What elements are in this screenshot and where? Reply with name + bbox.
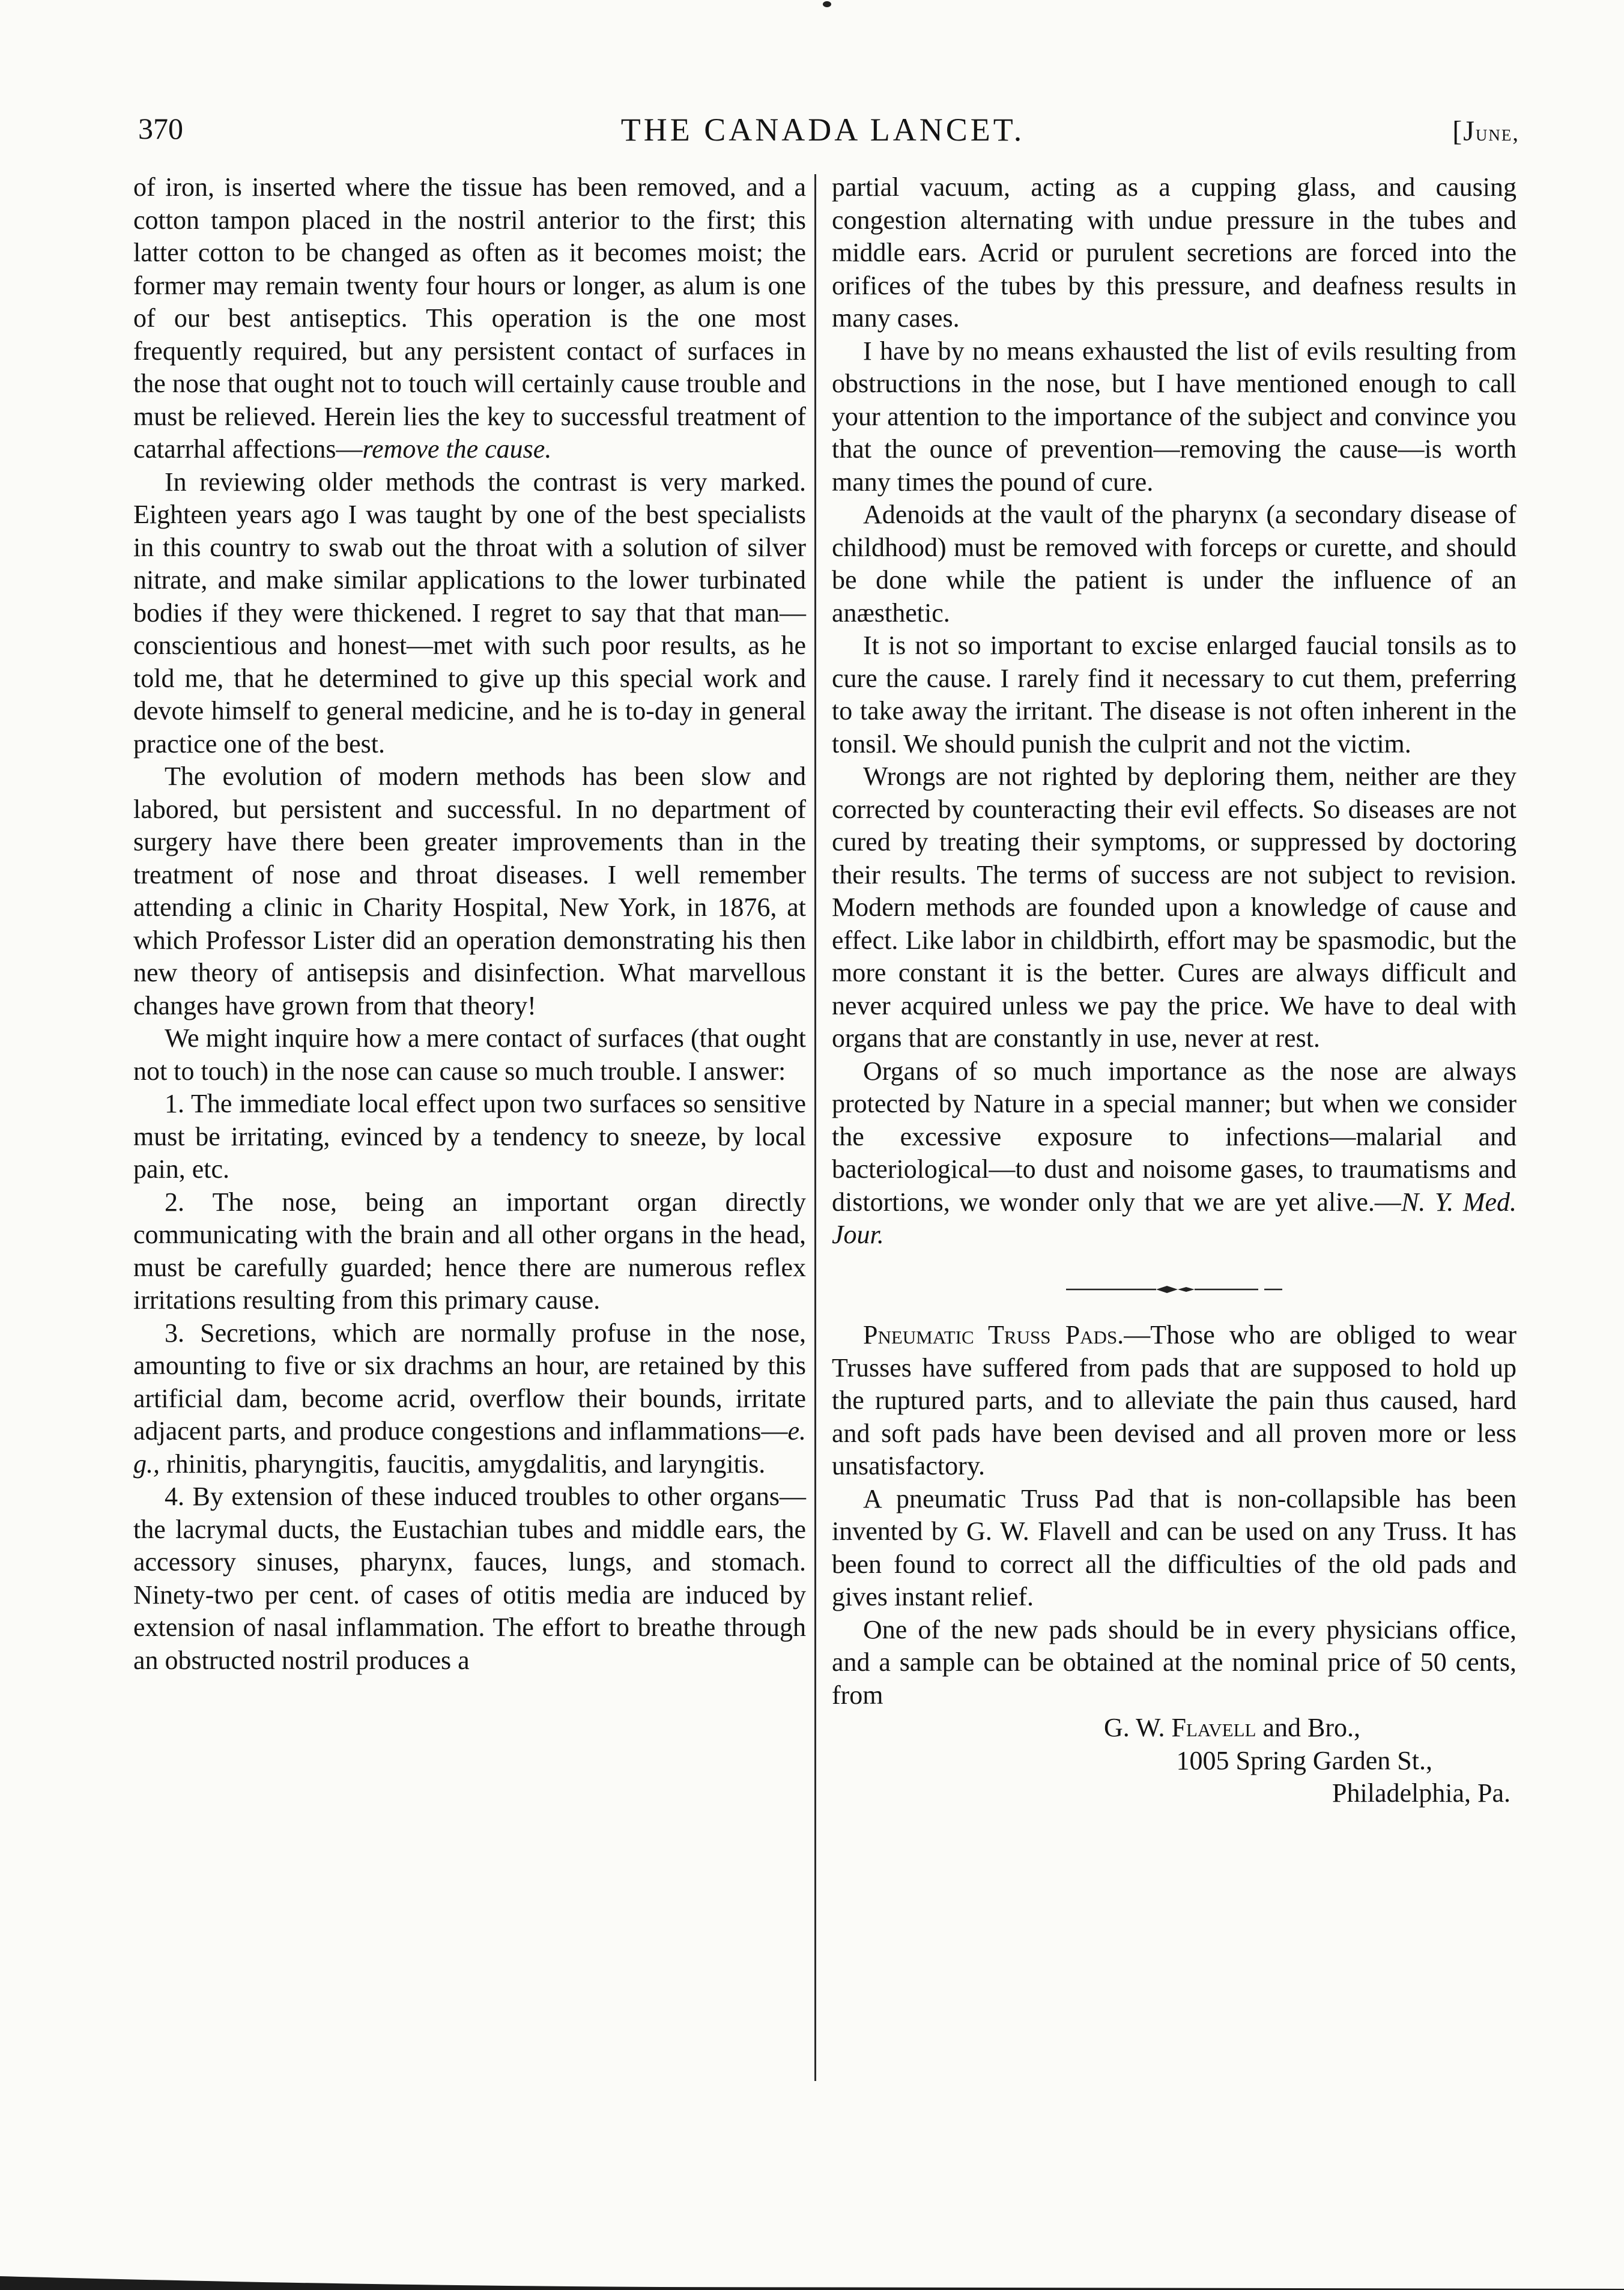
- sig-name-sc: Flavell: [1171, 1713, 1256, 1742]
- left-paragraph-3: The evolution of modern methods has been slow and labored, but persistent and successful. In no department of surgery have there been greater improvements than in the treatment of nose and throat diseases. I well remember attending a clinic in Charity Hospital, New York, in 1876, at which Professor Lister did an operation demonstrating his then new theory of antisepsis and disinfection. What marvellous changes have grown from that theory!: [133, 762, 806, 1020]
- left-paragraph-4: We might inquire how a mere contact of surfaces (that ought not to touch) in the nose can cause so much trouble. I answer:: [133, 1023, 806, 1086]
- journal-title: THE CANADA LANCET.: [620, 112, 1025, 148]
- signature-street: 1005 Spring Garden St.,: [1176, 1745, 1432, 1775]
- left-p1-text: of iron, is inserted where the tissue has been removed, and a cotton tampon placed in the nostril anterior to the first; this latter cotton to be changed as often as it becomes moist; the former may remain twenty four hours or longer, as alum is one of our best antiseptics. This operation is the one most frequently required, but any persistent contact of surfaces in the nose that ought not to touch will certainly cause trouble and must be relieved. Herein lies the key to successful treatment of catarrhal affections—: [133, 172, 806, 464]
- sig-name-b: and Bro.,: [1256, 1713, 1360, 1742]
- month-rest: une,: [1475, 121, 1519, 146]
- truss-paragraph-3: One of the new pads should be in every physicians office, and a sample can be obtained at the nominal price of 50 cents, from: [832, 1614, 1516, 1710]
- list-item-2: 2. The nose, being an important organ directly communicating with the brain and all other organs in the head, must be carefully guarded; hence there are numerous reflex irritations resulting from this primary cause.: [133, 1187, 806, 1315]
- ornament-rule-icon: [1066, 1285, 1282, 1294]
- signature-name: [832, 1712, 1516, 1745]
- right-column: [832, 171, 1516, 1810]
- section-divider: [832, 1270, 1516, 1303]
- running-header: [132, 111, 1519, 159]
- page-bottom-edge: [0, 2263, 1624, 2290]
- right-paragraph-6: [832, 1055, 1516, 1252]
- right-paragraph-4: It is not so important to excise enlarged faucial tonsils as to cure the cause. I rarely find it necessary to cut them, preferring to take away the irritant. The disease is not often inherent in the tonsil. We should punish the culprit and not the victim.: [832, 631, 1516, 759]
- month-bracket: [: [1452, 115, 1464, 147]
- left-column: [133, 171, 806, 1677]
- left-paragraph-1: [133, 171, 806, 466]
- left-p1-italic: remove the cause.: [362, 434, 552, 464]
- item3-text-a: 3. Secretions, which are normally profuse in the nose, amounting to five or six drachms an hour, are retained by this artificial dam, become acrid, overflow their bounds, irritate adjacent parts, and produce congestions and inflammations—: [133, 1318, 806, 1446]
- right-paragraph-2: I have by no means exhausted the list of evils resulting from obstructions in the nose, but I have mentioned enough to call your attention to the importance of the subject and convince you that the ounce of prevention—removing the cause—is worth many times the pound of cure.: [832, 336, 1516, 497]
- truss-paragraph-1: [832, 1319, 1516, 1483]
- ink-speck: [823, 1, 831, 7]
- left-paragraph-2: In reviewing older methods the contrast is very marked. Eighteen years ago I was taught by one of the best specialists in this country to swab out the throat with a solution of silver nitrate, and make similar applications to the lower turbinated bodies if they were thickened. I regret to say that that man—conscientious and honest—met with such poor results, as he told me, that he determined to give up this special work and devote himself to general medicine, and he is to-day in general practice one of the best.: [133, 467, 806, 759]
- list-item-3: [133, 1317, 806, 1481]
- truss-paragraph-2: A pneumatic Truss Pad that is non-collapsible has been invented by G. W. Flavell and can be used on any Truss. It has been found to correct all the difficulties of the old pads and gives instant relief.: [832, 1483, 1516, 1611]
- list-item-1: 1. The immediate local effect upon two surfaces so sensitive must be irritating, evinced by a tendency to sneeze, by local pain, etc.: [133, 1089, 806, 1184]
- page-number: 370: [138, 112, 183, 145]
- right-paragraph-3: Adenoids at the vault of the pharynx (a secondary disease of childhood) must be removed with forceps or curette, and should be done while the patient is under the influence of an anæsthetic.: [832, 500, 1516, 628]
- right-paragraph-1: partial vacuum, acting as a cupping glass, and causing congestion alternating with undue pressure in the tubes and middle ears. Acrid or purulent secretions are forced into the orifices of the tubes by this pressure, and deafness results in many cases.: [832, 172, 1516, 333]
- truss-p1-text: —Those who are obliged to wear Trusses have suffered from pads that are supposed to hold up the ruptured parts, and to alleviate the pain thus caused, hard and soft pads have been devised and all proven more or less unsatisfactory.: [832, 1320, 1516, 1480]
- item3-italic: e. g.,: [133, 1416, 806, 1479]
- issue-month: [1452, 115, 1519, 148]
- signature-city: Philadelphia, Pa.: [1332, 1778, 1510, 1808]
- source-citation: N. Y. Med. Jour.: [832, 1187, 1516, 1249]
- sig-name-a: G. W.: [1103, 1713, 1172, 1742]
- right-p6-text: Organs of so much importance as the nose are always protected by Nature in a special manner; but when we consider the excessive exposure to infections—malarial and bacteriological—to dust and noisome gases, to traumatisms and distortions, we wonder only that we are yet alive.—: [832, 1056, 1516, 1217]
- right-paragraph-5: Wrongs are not righted by deploring them, neither are they corrected by counteracting their evil effects. So diseases are not cured by treating their symptoms, or suppressed by doctoring their results. The terms of success are not subject to revision. Modern methods are founded upon a knowledge of cause and effect. Like labor in childbirth, effort may be spasmodic, but the more constant it is the better. Cures are always difficult and never acquired unless we pay the price. We have to deal with organs that are constantly in use, never at rest.: [832, 762, 1516, 1053]
- list-item-4: 4. By extension of these induced troubles to other organs—the lacrymal ducts, the Eustachian tubes and middle ears, the accessory sinuses, pharynx, fauces, lungs, and stomach. Ninety-two per cent. of cases of otitis media are induced by extension of nasal inflammation. The effort to breathe through an obstructed nostril produces a: [133, 1482, 806, 1675]
- item3-text-b: rhinitis, pharyngitis, faucitis, amygdalitis, and laryngitis.: [160, 1449, 766, 1479]
- column-divider: [814, 174, 816, 2081]
- truss-heading: Pneumatic Truss Pads.: [863, 1320, 1124, 1349]
- month-initial: J: [1463, 115, 1476, 147]
